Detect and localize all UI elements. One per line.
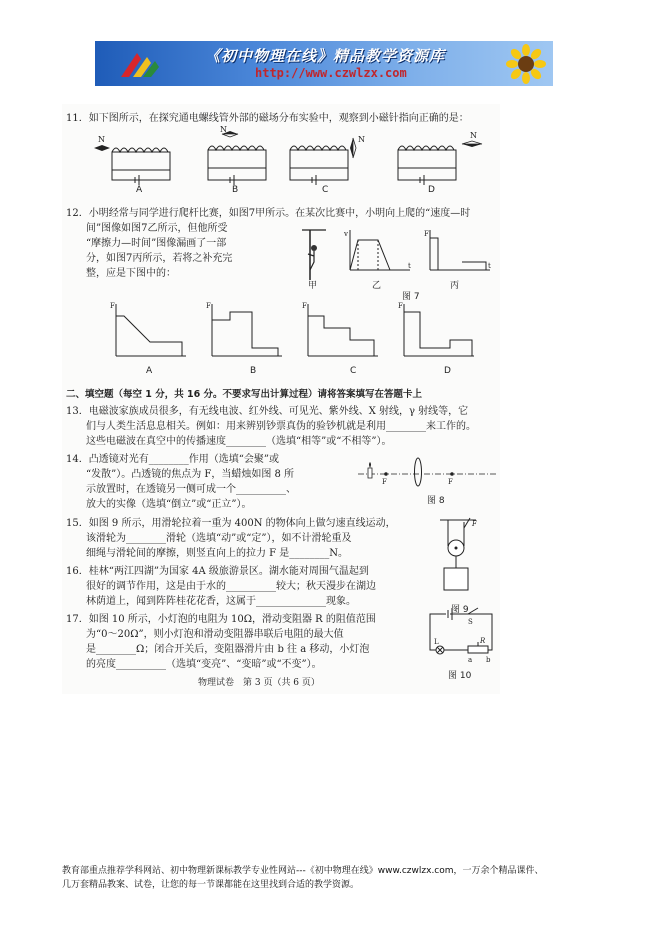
q12-option-c[interactable]: C bbox=[350, 366, 357, 376]
q12-option-d[interactable]: D bbox=[444, 366, 451, 376]
q12-option-b[interactable]: B bbox=[250, 366, 257, 376]
fig7-label-jia: 甲 bbox=[308, 281, 318, 291]
q11-figure bbox=[90, 125, 500, 190]
q11-pole-a: N bbox=[98, 135, 105, 144]
site-footer-line-1: 教育部重点推荐学科网站、初中物理新课标教学专业性网站---《初中物理在线》www.czwlzx.com，一万余个精品课件、 bbox=[62, 866, 544, 876]
svg-text:R: R bbox=[480, 637, 486, 645]
q15-line-2: 该滑轮为________滑轮（选填“动”或“定”），如不计滑轮重及 bbox=[86, 533, 352, 544]
fig8-caption: 图 8 bbox=[427, 496, 445, 506]
q11-pole-b: N bbox=[220, 125, 227, 134]
site-footer-line-2: 几万套精品教案、试卷，让您的每一节课都能在这里找到合适的教学资源。 bbox=[62, 880, 360, 890]
fig7-velocity-graph bbox=[344, 228, 414, 274]
svg-text:F: F bbox=[110, 302, 115, 310]
q14-line-3: 示放置时，在透镜另一侧可成一个__________、 bbox=[86, 484, 296, 495]
q12-line-4: 分，如图7丙所示，若将之补充完 bbox=[86, 253, 233, 264]
q11-option-d[interactable]: D bbox=[428, 185, 435, 195]
svg-text:F: F bbox=[448, 478, 453, 486]
q15-line-3: 细绳与滑轮间的摩擦，则竖直向上的拉力 F 是________N。 bbox=[86, 548, 349, 559]
q11-pole-d: N bbox=[470, 131, 477, 140]
fig7-caption: 图 7 bbox=[402, 292, 420, 302]
q11-text: 11．如下图所示，在探究通电螺线管外部的磁场分布实验中，观察到小磁针指向正确的是： bbox=[66, 113, 469, 124]
q15-line-1: 15．如图 9 所示，用滑轮拉着一重为 400N 的物体向上做匀速直线运动， bbox=[66, 518, 396, 529]
site-footer bbox=[62, 864, 544, 892]
q11-pole-c: N bbox=[358, 135, 365, 144]
svg-text:t: t bbox=[488, 262, 491, 270]
q17-line-3: 是________Ω；闭合开关后，变阻器滑片由 b 往 a 移动，小灯泡 bbox=[86, 644, 370, 655]
q14-line-4: 放大的实像（选填“倒立”或“正立”）。 bbox=[86, 499, 252, 510]
svg-text:F: F bbox=[472, 520, 477, 528]
banner-title: 《初中物理在线》精品教学资源库 bbox=[205, 47, 446, 65]
svg-text:L: L bbox=[434, 638, 439, 646]
q11-option-c[interactable]: C bbox=[322, 185, 329, 195]
exam-page-number: 物理试卷 第 3 页（共 6 页） bbox=[198, 678, 320, 688]
q12-line-3: “摩擦力—时间”图像漏画了一部 bbox=[86, 238, 227, 249]
svg-text:a: a bbox=[468, 656, 473, 664]
sunflower-icon bbox=[507, 45, 545, 83]
q11-option-b[interactable]: B bbox=[232, 185, 239, 195]
q13-line-2: 们与人类生活息息相关。例如：用来辨别钞票真伪的验钞机就是利用________来工作的。 bbox=[86, 421, 476, 432]
q12-option-graphs bbox=[110, 300, 500, 362]
q13-line-1: 13．电磁波家族成员很多，有无线电波、红外线、可见光、紫外线、X 射线，γ 射线等，它 bbox=[66, 406, 469, 417]
fig9-pulley-diagram bbox=[436, 516, 480, 596]
fig7-label-bing: 丙 bbox=[450, 281, 460, 291]
fig7-friction-graph bbox=[424, 228, 494, 274]
q16-line-1: 16．桂林“两江四湖”为国家 4A 级旅游景区。湖水能对周围气温起到 bbox=[66, 566, 369, 577]
svg-text:b: b bbox=[486, 656, 491, 664]
site-logo-icon bbox=[117, 47, 163, 81]
q17-line-4: 的亮度__________（选填“变亮”、“变暗”或“不变”）。 bbox=[86, 659, 322, 670]
fig7-pole-climber bbox=[296, 226, 336, 282]
q17-line-1: 17．如图 10 所示，小灯泡的电阻为 10Ω，滑动变阻器 R 的阻值范围 bbox=[66, 614, 376, 625]
fig8-lens-diagram bbox=[356, 456, 500, 486]
q12-line-5: 整，应是下图中的： bbox=[86, 268, 176, 279]
q13-line-3: 这些电磁波在真空中的传播速度________（选填“相等”或“不相等”）。 bbox=[86, 436, 392, 447]
svg-text:v: v bbox=[344, 230, 348, 238]
banner-url[interactable]: http://www.czwlzx.com bbox=[255, 66, 407, 80]
fig7-label-yi: 乙 bbox=[372, 281, 382, 291]
q11-option-a[interactable]: A bbox=[136, 185, 143, 195]
fig10-caption: 图 10 bbox=[448, 671, 472, 681]
svg-text:t: t bbox=[408, 262, 411, 270]
svg-text:S: S bbox=[468, 618, 473, 626]
svg-text:F: F bbox=[382, 478, 387, 486]
site-banner bbox=[95, 41, 553, 86]
q12-line-1: 12．小明经常与同学进行爬杆比赛，如图7甲所示。在某次比赛中，小明向上爬的“速度—时 bbox=[66, 208, 471, 219]
svg-text:F: F bbox=[302, 302, 307, 310]
q12-line-2: 间”图像如图7乙所示，但他所受 bbox=[86, 223, 228, 234]
section-2-heading: 二、填空题（每空 1 分，共 16 分。不要求写出计算过程）请将答案填写在答题卡上 bbox=[66, 389, 423, 400]
fig9-caption: 图 9 bbox=[451, 605, 469, 615]
q12-option-a[interactable]: A bbox=[146, 366, 153, 376]
q14-line-2: “发散”）。凸透镜的焦点为 F，当蜡烛如图 8 所 bbox=[86, 469, 295, 480]
q14-line-1: 14．凸透镜对光有________作用（选填“会聚”或 bbox=[66, 454, 279, 465]
svg-text:F: F bbox=[424, 230, 429, 238]
q16-line-3: 林荫道上，闻到阵阵桂花花香，这属于______________现象。 bbox=[86, 596, 356, 607]
q16-line-2: 很好的调节作用，这是由于水的__________较大；秋天漫步在湖边 bbox=[86, 581, 376, 592]
fig10-circuit-diagram bbox=[424, 606, 500, 666]
q17-line-2: 为“0～20Ω”，则小灯泡和滑动变阻器串联后电阻的最大值 bbox=[86, 629, 344, 640]
svg-text:F: F bbox=[398, 302, 403, 310]
svg-text:F: F bbox=[206, 302, 211, 310]
